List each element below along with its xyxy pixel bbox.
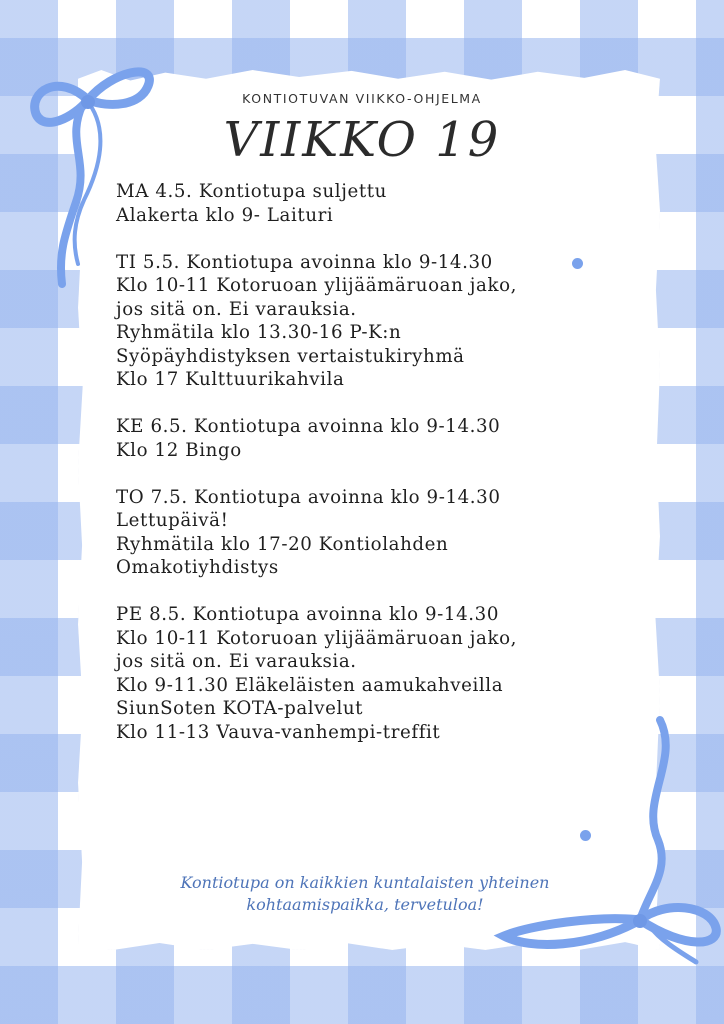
footer-line: kohtaamispaikka, tervetuloa! (246, 895, 484, 914)
schedule-line: MA 4.5. Kontiotupa suljettu (116, 181, 387, 202)
day-block-monday (116, 180, 636, 227)
schedule-line: PE 8.5. Kontiotupa avoinna klo 9-14.30 (116, 604, 499, 625)
day-block-thursday (116, 486, 636, 580)
schedule-line: Alakerta klo 9- Laituri (116, 204, 334, 226)
schedule-line: SiunSoten KOTA-palvelut (116, 698, 364, 719)
schedule-line: Klo 9-11.30 Eläkeläisten aamukahveilla (116, 674, 504, 696)
day-block-tuesday (116, 251, 636, 392)
schedule-line: Syöpäyhdistyksen vertaistukiryhmä (116, 345, 465, 367)
schedule-line: jos sitä on. Ei varauksia. (116, 298, 357, 320)
schedule-line: Klo 10-11 Kotoruoan ylijäämäruoan jako, (116, 627, 518, 649)
footer-line: Kontiotupa on kaikkien kuntalaisten yhteinen (180, 873, 550, 892)
poster-subtitle: KONTIOTUVAN VIIKKO-OHJELMA (242, 91, 482, 106)
schedule-line: Klo 12 Bingo (116, 439, 242, 461)
schedule-line: TI 5.5. Kontiotupa avoinna klo 9-14.30 (116, 251, 493, 273)
weekly-schedule (116, 180, 636, 768)
schedule-line: TO 7.5. Kontiotupa avoinna klo 9-14.30 (116, 486, 501, 508)
schedule-line: Omakotiyhdistys (116, 557, 279, 578)
day-block-friday (116, 603, 636, 744)
schedule-line: Klo 17 Kulttuurikahvila (116, 369, 345, 390)
decor-dot (580, 830, 591, 841)
welcome-footer (100, 872, 630, 916)
schedule-line: Ryhmätila klo 17-20 Kontiolahden (116, 533, 449, 555)
schedule-line: KE 6.5. Kontiotupa avoinna klo 9-14.30 (116, 416, 501, 437)
schedule-line: Klo 11-13 Vauva-vanhempi-treffit (116, 721, 441, 743)
poster-title: VIIKKO 19 (223, 112, 501, 168)
schedule-line: Ryhmätila klo 13.30-16 P-K:n (116, 322, 402, 343)
day-block-wednesday (116, 415, 636, 462)
schedule-line: Klo 10-11 Kotoruoan ylijäämäruoan jako, (116, 275, 518, 296)
schedule-line: Lettupäivä! (116, 510, 229, 531)
schedule-line: jos sitä on. Ei varauksia. (116, 651, 357, 672)
